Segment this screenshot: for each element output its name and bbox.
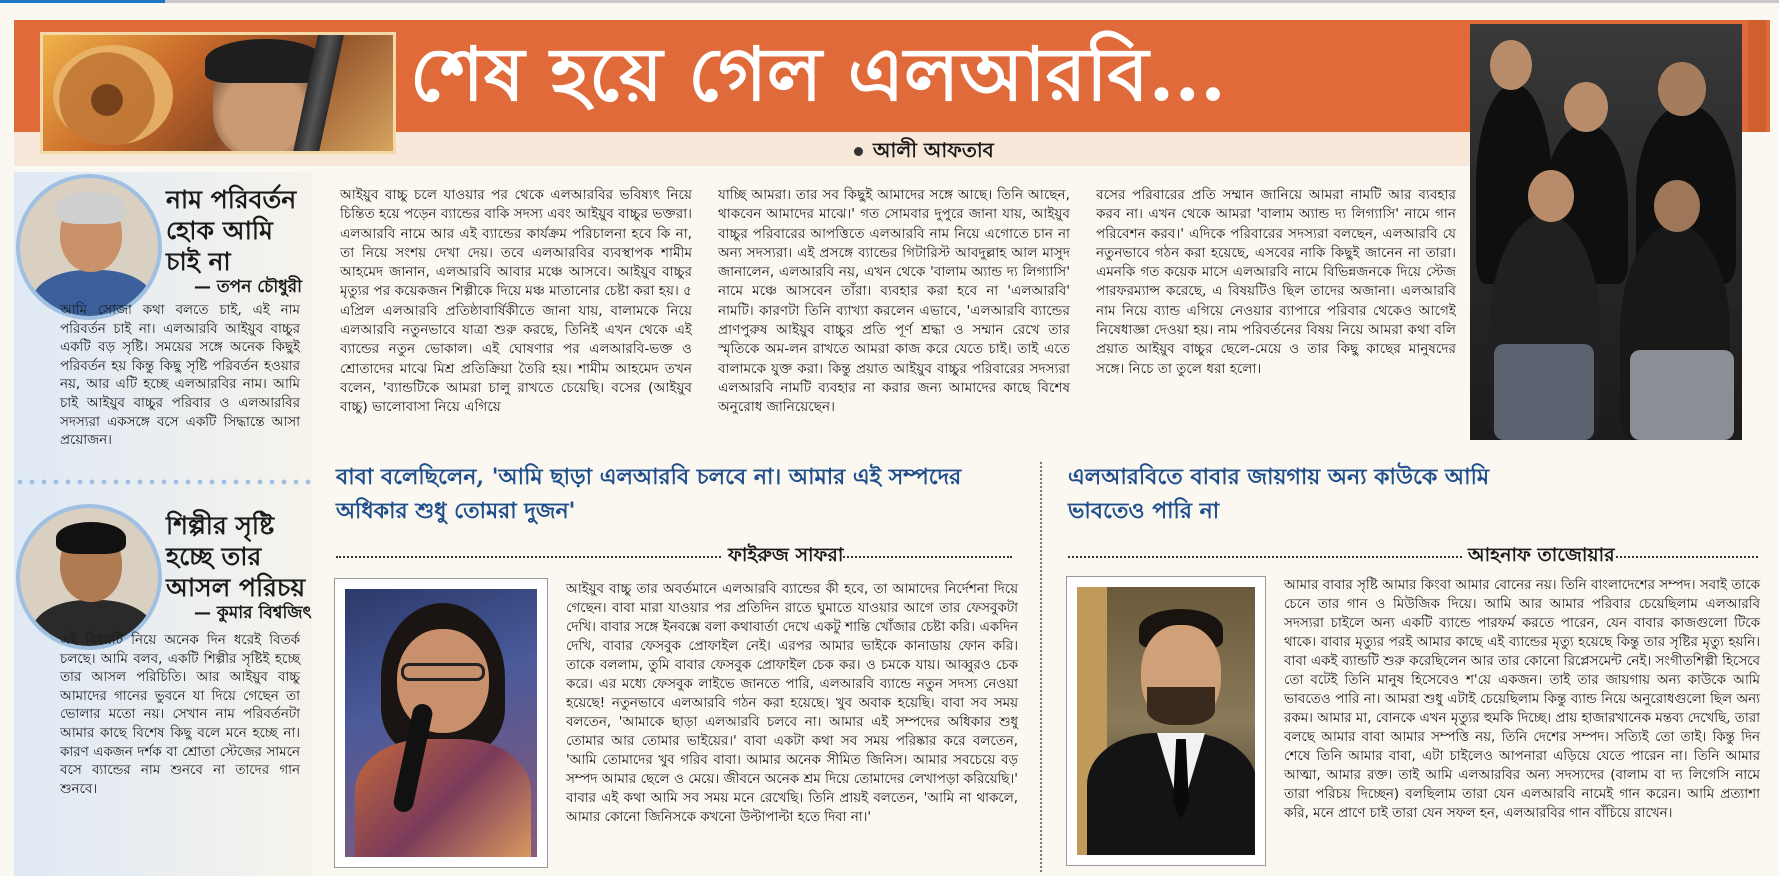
avatar-hair bbox=[56, 522, 126, 554]
article-column-2: যাচ্ছি আমরা। তার সব কিছুই আমাদের সঙ্গে আছে। তিনি আছেন, থাকবেন আমাদের মাঝে।' গত সোমবার দুপুরে জানা যায়, আইয়ুব বাচ্চুর পরিবারের আপত্তিতে এলআরবি নাম নিয়ে এগোতে চান না অন্য সদস্যরা। এই প্রসঙ্গে ব্যান্ডের গিটারিস্ট আবদুল্লাহ আল মাসুদ জানালেন, এলআরবি নয়, এখন থেকে 'বালাম অ্যান্ড দ্য লিগ্যাসি' নামে মঞ্চে আসবেন তাঁরা। ব্যবহার করা হবে না 'এলআরবি' নামটি। কারণটা তিনি ব্যাখ্যা করলেন এভাবে, 'এলআরবি ব্যান্ডের প্রাণপুরুষ আইয়ুব বাচ্চুর প্রতি পূর্ণ শ্রদ্ধা ও সম্মান রেখে তার স্মৃতিকে অম-লন রাখতে আমরা কাজ করে যেতে চাই। তাই এতে বালামকে যুক্ত করা। কিন্তু প্রয়াত আইয়ুব বাচ্চুর পরিবারের সদস্যরা এলআরবি নামটি ব্যবহার না করার জন্য আমাদের কাছে বিশেষ অনুরোধ জানিয়েছেন। bbox=[718, 187, 1070, 416]
band-jeans-1 bbox=[1494, 344, 1594, 440]
top-rule-accent bbox=[0, 0, 165, 3]
band-photo bbox=[1470, 24, 1742, 440]
fairuz-body bbox=[355, 739, 531, 857]
sidebar-title-2: শিল্পীর সৃষ্টি হচ্ছে তার আসল পরিচয় bbox=[166, 511, 306, 602]
quote-right-author: আহনাফ তাজোয়ার bbox=[1462, 541, 1615, 573]
photo-fairuz bbox=[345, 589, 537, 857]
quote-left-title: বাবা বলেছিলেন, 'আমি ছাড়া এলআরবি চলবে না। আমার এই সম্পদের অধিকার শুধু তোমরা দুজন' bbox=[336, 464, 962, 524]
quote-left-rule bbox=[336, 556, 1012, 558]
band-member-3-head bbox=[1658, 62, 1706, 116]
quote-right-text: আমার বাবার সৃষ্টি আমার কিংবা আমার বোনের নয়। তিনি বাংলাদেশের সম্পদ। সবাই তাকে চেনে তার গান ও মিউজিক দিয়ে। আমি আর আমার পরিবার চেয়েছিলাম এলআরবি সদস্যরা চাইলে অন্য একটি ব্যান্ডে পারফর্ম করতে পারেন, যেন বাবার কাজগুলো টিকে থাকে। বাবার মৃত্যুর পরই আমার কাছে এই ব্যান্ডের মৃত্যু হয়েছে কিন্তু তার সৃষ্টির মৃত্যু হয়নি। বাবা একই ব্যান্ডটি শুরু করেছিলেন আর তার কোনো রিপ্লেসমেন্ট নেই। সংগীতশিল্পী হিসেবে তো বটেই তিনি মানুষ হিসেবেও শ'য়ে একজন। তাই তার জায়গায় অন্য কাউকে আমি ভাবতেও পারি না। আমরা শুধু এটাই চেয়েছিলাম কিন্তু ব্যান্ড নিয়ে অনুরোধগুলো ছিল অন্য রকম। আমার মা, বোনকে এখন মৃত্যুর হুমকি দিচ্ছে। প্রায় হাজারখানেক মন্তব্য দেখেছি, তারা বলছে আমার বাবা আমার সম্পত্তি নয়, তিনি দেশের সম্পদ। সত্যিই তো তাই। কিন্তু দিন শেষে তিনি আমার বাবা, এটা চাইলেও আপনারা এড়িয়ে যেতে পারেন না। তিনি আমার আত্মা, আমার রক্ত। তাই আমি এলআরবির অন্য সদস্যদের (বালাম বা দ্য লিগেসি নামে তারা পরিচয় দিচ্ছেন) বলছিলাম তারা যেন এলআরবি নামেই গান করেন। আমি প্রত্যাশা করি, মনে প্রাণে চাই তারা যেন সফল হন, এলআরবির গান বাঁচিয়ে রাখেন। bbox=[1284, 578, 1760, 821]
band-member-5-head bbox=[1654, 180, 1700, 232]
headline-photo bbox=[40, 32, 396, 154]
singer-cap bbox=[205, 39, 325, 83]
band-member-1-head bbox=[1490, 40, 1532, 90]
band-jeans-2 bbox=[1630, 350, 1734, 440]
banner-edge bbox=[1748, 20, 1766, 132]
guitar-shape bbox=[53, 45, 173, 145]
column-divider bbox=[1040, 462, 1042, 872]
page-title: শেষ হয়ে গেল এলআরবি... bbox=[410, 32, 1226, 118]
photo-ahnaf bbox=[1077, 587, 1255, 855]
avatar-kumar bbox=[16, 504, 162, 650]
photo-fairuz-frame bbox=[334, 578, 548, 868]
ahnaf-beard bbox=[1147, 687, 1215, 725]
top-rule bbox=[0, 0, 1779, 3]
sidebar-text-1: আমি সোজা কথা বলতে চাই, এই নাম পরিবর্তন চাই না। এলআরবি আইয়ুব বাচ্চুর একটি বড় সৃষ্টি। সময়ের সঙ্গে অনেক কিছুই পরিবর্তন হয় কিন্তু কিছু সৃষ্টি পরিবর্তন হওয়ার নয়, আর এটি হচ্ছে এলআরবির নাম। আমি চাই আইয়ুব বাচ্চুর পরিবার ও এলআরবির সদস্যরা একসঙ্গে বসে একটি সিদ্ধান্তে আসা প্রয়োজন। bbox=[60, 303, 300, 449]
main-byline bbox=[854, 136, 994, 169]
article-column-3: বসের পরিবারের প্রতি সম্মান জানিয়ে আমরা নামটি আর ব্যবহার করব না। এখন থেকে আমরা 'বালাম অ্যান্ড দ্য লিগ্যাসি' নামে গান পরিবেশন করব।' এদিকে পরিবারের সদস্যরা বলছেন, এলআরবি যে নতুনভাবে গঠন করা হয়েছে, এসবের নাকি কিছুই জানেন না তারা। এমনকি গত কয়েক মাসে এলআরবি নামে বিভিন্নজনকে দিয়ে স্টেজ পারফরম্যান্স করেছে, এ বিষয়টিও ছিল তাদের অজানা। এলআরবি নাম নিয়ে ব্যান্ড এগিয়ে নেওয়ার ব্যাপারে পরিবার থেকেও আগেই নিষেধাজ্ঞা দেওয়া হয়। নাম পরিবর্তনের বিষয় নিয়ে আমরা কথা বলি প্রয়াত আইয়ুব বাচ্চুর ছেলে-মেয়ে ও তার কিছু কাছের মানুষদের সঙ্গে। নিচে তা তুলে ধরা হলো। bbox=[1096, 187, 1456, 377]
fairuz-glasses bbox=[401, 663, 485, 681]
sidebar-author-2: — কুমার বিশ্বজিৎ bbox=[194, 603, 312, 623]
quote-right-rule bbox=[1068, 556, 1758, 558]
quote-right-title: এলআরবিতে বাবার জায়গায় অন্য কাউকে আমি ভাবতেও পারি না bbox=[1068, 464, 1490, 524]
band-member-4-head bbox=[1528, 170, 1574, 222]
photo-ahnaf-frame bbox=[1066, 576, 1266, 866]
sidebar-author-1: — তপন চৌধুরী bbox=[194, 277, 302, 297]
sidebar-divider bbox=[14, 478, 312, 486]
quote-left-text: আইয়ুব বাচ্চু তার অবর্তমানে এলআরবি ব্যান্ডের কী হবে, তা আমাদের নির্দেশনা দিয়ে গেছেন। বাবা মারা যাওয়ার পর প্রতিদিন রাতে ঘুমাতে যাওয়ার আগে তার ফেসবুকটা দেখি। বাবার সঙ্গে ইনবক্সে বলা কথাবার্তা দেখে একটু শান্তি খোঁজার চেষ্টা করি। একদিন দেখি, বাবার ফেসবুক প্রোফাইল নেই। এরপর আমার ভাইকে কানাডায় ফোন করি। তাকে বললাম, তুমি বাবার ফেসবুক প্রোফাইল চেক কর। ও চমকে যায়। আব্বুরও চেক করে। এর মধ্যে ফেসবুক লাইভে জানতে পারি, এলআরবি ব্যান্ডে নতুন সদস্য নেওয়া হয়েছে! নতুনভাবে এলআরবি গঠন করা হয়েছে। খুব অবাক হয়েছি। বাবা সব সময় বলতেন, 'আমাকে ছাড়া এলআরবি চলবে না। আমার এই সম্পদের অধিকার শুধু তোমার আর তোমার ভাইয়ের।' বাবা একটা কথা সব সময় পরিষ্কার করে বলতেন, 'আমি তোমাদের খুব গরিব বাবা। আমার অনেক সীমিত জিনিস। আমার সবচেয়ে বড় সম্পদ আমার ছেলে ও মেয়ে। জীবনে অনেক শ্রম দিয়ে তোমাদের লেখাপড়া করিয়েছি।' বাবার এই কথা আমি সব সময় মনে রেখেছি। তিনি প্রায়ই বলতেন, 'আমি না থাকলে, আমার কোনো জিনিসকে কখনো উল্টাপাল্টা হতে দিবা না।' bbox=[566, 582, 1018, 825]
byline-bullet-icon bbox=[854, 147, 863, 156]
sidebar-title-1: নাম পরিবর্তন হোক আমি চাই না bbox=[166, 185, 297, 276]
sidebar-text-2: এই বিষয়টি নিয়ে অনেক দিন ধরেই বিতর্ক চলছে। আমি বলব, একটি শিল্পীর সৃষ্টিই হচ্ছে তার আসল পরিচিতি। আর আইয়ুব বাচ্চু আমাদের গানের ভুবনে যা দিয়ে গেছেন তা ভোলার মতো নয়। সেখান নাম পরিবর্তনটা আমার কাছে বিশেষ কিছু বলে মনে হচ্ছে না। কারণ একজন দর্শক বা শ্রোতা স্টেজের সামনে বসে ব্যান্ডের নাম শুনবে না তাদের গান শুনবে। bbox=[60, 633, 300, 797]
avatar-hair bbox=[56, 192, 126, 224]
quote-left-author: ফাইরুজ সাফরা bbox=[722, 541, 843, 573]
article-column-1: আইয়ুব বাচ্চু চলে যাওয়ার পর থেকে এলআরবির ভবিষ্যৎ নিয়ে চিন্তিত হয়ে পড়েন ব্যান্ডের বাকি সদস্য এবং আইয়ুব বাচ্চুর ভক্তরা। এলআরবি নামে আর এই ব্যান্ডের কার্যক্রম পরিচালনা হবে কি না, তা নিয়ে সংশয় দেখা দেয়। তবে এলআরবির ব্যবস্থাপক শামীম আহমেদ জানান, এলআরবি আবার মঞ্চে আসবে। আইয়ুব বাচ্চুর মৃত্যুর পর কয়েকজন শিল্পীকে দিয়ে মঞ্চ মাতানোর চেষ্টা করা হয়। ৫ এপ্রিল এলআরবি প্রতিষ্ঠাবার্ষিকীতে জানা যায়, বালামকে নিয়ে এলআরবি নতুনভাবে যাত্রা শুরু করছে, তিনিই এখন থেকে এই ব্যান্ডের নতুন ভোকাল। এই ঘোষণার পর এলআরবি-ভক্ত ও শ্রোতাদের মাঝে মিশ্র প্রতিক্রিয়া তৈরি হয়। শামীম আহমেদ তখন বলেন, 'ব্যান্ডটিকে আমরা চালু রাখতে চেয়েছি। বসের (আইয়ুব বাচ্চু) ভালোবাসা নিয়ে এগিয়ে bbox=[340, 187, 692, 416]
band-member-2-head bbox=[1564, 82, 1608, 132]
main-byline-text: আলী আফতাব bbox=[873, 138, 994, 162]
avatar-tapan bbox=[16, 174, 162, 320]
